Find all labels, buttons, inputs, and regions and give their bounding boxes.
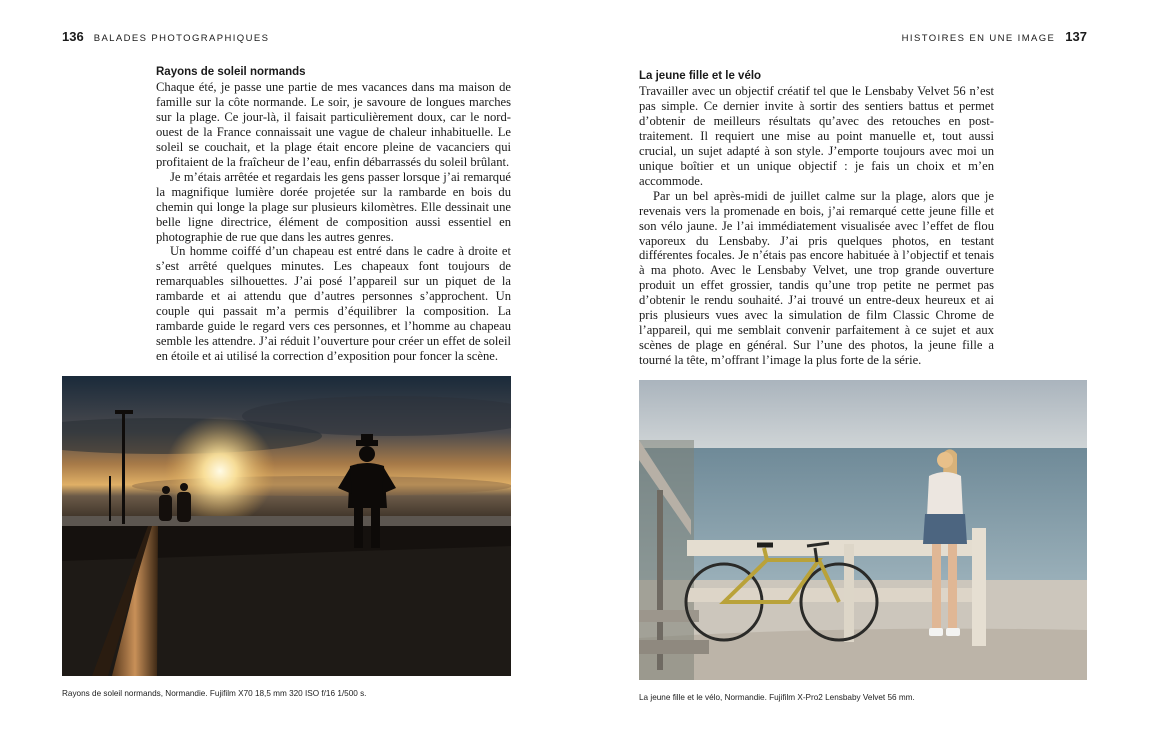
article-rayons — [156, 65, 511, 364]
left-folio — [62, 28, 269, 46]
paragraph: Chaque été, je passe une partie de mes vacances dans ma maison de famille sur la côte normande. Le soir, je savoure de longues marches sur la plage. Ce jour-là, il faisait particulièrement doux, car le nord-ouest de la France connaissait une vague de chaleur inhabituelle. Le soleil se couchait, et la plage était encore pleine de vacanciers qui profitaient de la fraîcheur de l’eau, enfin débarrassés du soleil brûlant. — [156, 80, 511, 169]
running-head: HISTOIRES EN UNE IMAGE — [901, 33, 1056, 44]
paragraph: Travailler avec un objectif créatif tel que le Lensbaby Velvet 56 n’est pas simple. Ce dernier invite à sortir des sentiers battus et permet d’obtenir de meilleurs résultats qu’avec des retouches en post-traitement. Il requiert une mise au point manuelle et, tout aussi crucial, un sujet adapté à son style. J’emporte toujours avec moi un unique boîtier et un unique objectif : je fais un choix et m’en accommode. — [639, 84, 994, 188]
sunset-photo — [62, 376, 511, 676]
beach-illustration — [639, 380, 1087, 680]
page-number: 136 — [62, 29, 84, 44]
paragraph: Par un bel après-midi de juillet calme sur la plage, alors que je revenais vers la promenade en bois, j’ai remarqué cette jeune fille et son vélo jaune. Je l’ai immédiatement visualisée avec l’effet de flou vaporeux du Lensbaby. J’ai pris quelques photos, en testant différentes focales. Je n’étais pas encore habituée à l’objectif et tenais à ma photo. Avec le Lensbaby Velvet, une trop grande ouverture produit un effet grossier, tandis qu’une trop petite ne permet pas d’obtenir le rendu souhaité. J’ai trouvé un entre-deux heureux et ai pris plusieurs vues avec la simulation de film Classic Chrome de l’appareil, qui me semblait convenir parfaitement à ce sujet et aux scènes de plage en général. Sur l’une des photos, la jeune fille a tourné la tête, m’offrant l’image la plus forte de la série. — [639, 188, 994, 368]
photo-caption: Rayons de soleil normands, Normandie. Fujifilm X70 18,5 mm 320 ISO f/16 1/500 s. — [62, 689, 367, 698]
beach-bike-photo — [639, 380, 1087, 680]
right-folio — [902, 28, 1087, 46]
right-page — [575, 0, 1150, 735]
running-head: BALADES PHOTOGRAPHIQUES — [93, 33, 270, 44]
article-jeune-fille — [639, 69, 994, 368]
page-number: 137 — [1065, 29, 1087, 44]
paragraph: Je m’étais arrêtée et regardais les gens passer lorsque j’ai remarqué la magnifique lumière dorée projetée sur la rambarde en bois du chemin qui longe la plage sur plusieurs kilomètres. Elle dessinait une belle ligne directrice, élément de composition aussi essentiel en photographie de rue que dans les autres genres. — [156, 169, 511, 244]
sunset-illustration — [62, 376, 511, 676]
article-heading: La jeune fille et le vélo — [639, 70, 762, 82]
article-heading: Rayons de soleil normands — [156, 66, 306, 78]
photo-caption: La jeune fille et le vélo, Normandie. Fujifilm X-Pro2 Lensbaby Velvet 56 mm. — [639, 693, 915, 702]
paragraph: Un homme coiffé d’un chapeau est entré dans le cadre à droite et s’est arrêté quelques minutes. Les chapeaux font toujours de remarquables silhouettes. J’ai posé l’appareil sur un piquet de la rambarde et ai attendu que d’autres personnes s’approchent. Un couple qui passait m’a permis d’équilibrer la composition. La rambarde guide le regard vers ces personnes, et l’homme au chapeau semble les attendre. J’ai réduit l’ouverture pour créer un effet de soleil en étoile et ai utilisé la correction d’exposition pour foncer la scène. — [156, 244, 511, 364]
